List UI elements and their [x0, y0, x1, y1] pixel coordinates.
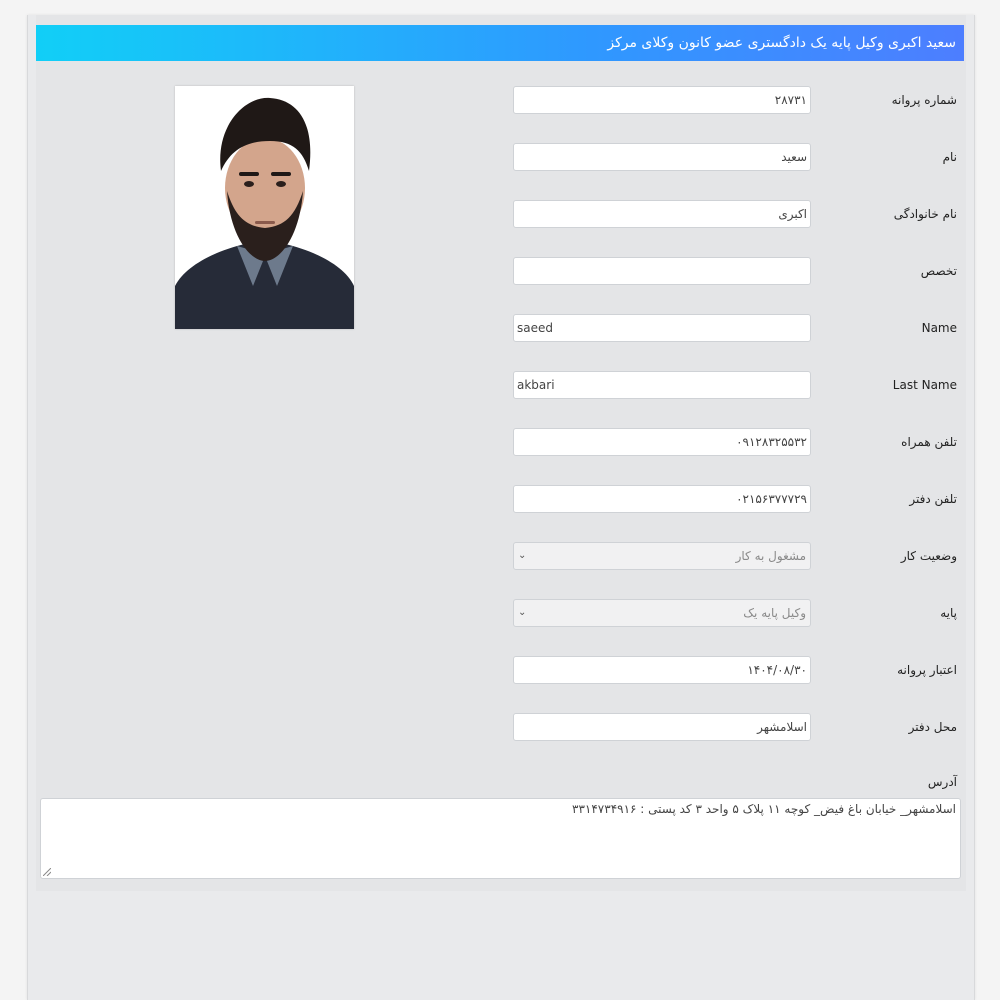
office-phone-input[interactable]: ۰۲۱۵۶۳۷۷۷۲۹ [513, 485, 811, 513]
field-label: شماره پروانه [891, 93, 957, 107]
field-row-specialty [0, 257, 1000, 285]
field-label: Last Name [892, 378, 957, 392]
address-label: آدرس [927, 775, 957, 789]
field-row-first-name [0, 143, 1000, 171]
field-label: تخصص [920, 264, 957, 278]
field-row-office-phone [0, 485, 1000, 513]
name-en-input[interactable]: saeed [513, 314, 811, 342]
first-name-input[interactable]: سعید [513, 143, 811, 171]
field-label: پایه [940, 606, 957, 620]
work-status-value: مشغول به کار [735, 549, 806, 563]
field-label: وضعیت کار [900, 549, 957, 563]
field-row-license-number [0, 86, 1000, 114]
chevron-down-icon: ⌄ [518, 550, 527, 561]
page-header [36, 25, 964, 61]
field-row-grade [0, 599, 1000, 627]
field-label: نام خانوادگی [893, 207, 957, 221]
field-row-license-validity [0, 656, 1000, 684]
specialty-input[interactable] [513, 257, 811, 285]
license-validity-input[interactable]: ۱۴۰۴/۰۸/۳۰ [513, 656, 811, 684]
chevron-down-icon: ⌄ [518, 607, 527, 618]
field-label: نام [942, 150, 957, 164]
field-row-last-name-en [0, 371, 1000, 399]
mobile-phone-input[interactable]: ۰۹۱۲۸۳۲۵۵۳۲ [513, 428, 811, 456]
field-label: تلفن همراه [901, 435, 957, 449]
field-row-work-status [0, 542, 1000, 570]
grade-select[interactable] [513, 599, 811, 627]
field-row-office-location [0, 713, 1000, 741]
grade-value: وکیل پایه یک [743, 606, 806, 620]
license-number-input[interactable]: ۲۸۷۳۱ [513, 86, 811, 114]
last-name-input[interactable]: اکبری [513, 200, 811, 228]
page-title: سعید اکبری وکیل پایه یک دادگستری عضو کانون وکلای مرکز [607, 35, 956, 51]
field-label: اعتبار پروانه [897, 663, 957, 677]
field-label: محل دفتر [908, 720, 957, 734]
office-location-input[interactable]: اسلامشهر [513, 713, 811, 741]
last-name-en-input[interactable]: akbari [513, 371, 811, 399]
work-status-select[interactable] [513, 542, 811, 570]
field-row-mobile [0, 428, 1000, 456]
address-textarea[interactable] [40, 798, 961, 879]
field-row-last-name [0, 200, 1000, 228]
address-value: اسلامشهر_ خیابان باغ فیض_ کوچه ۱۱ پلاک ۵ واحد ۳ کد پستی : ۳۳۱۴۷۳۴۹۱۶ [572, 802, 956, 816]
field-label: تلفن دفتر [909, 492, 957, 506]
resize-grip-icon[interactable] [43, 868, 51, 876]
field-label: Name [921, 321, 957, 335]
field-row-name-en [0, 314, 1000, 342]
